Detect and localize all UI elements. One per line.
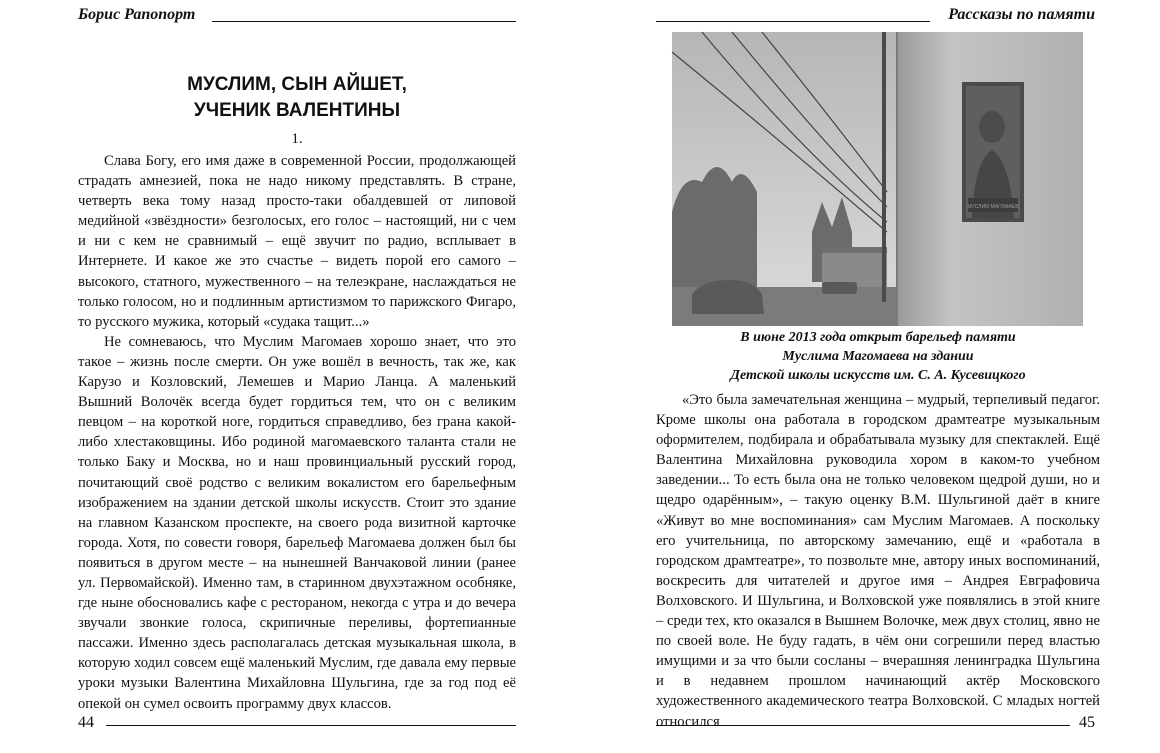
- chapter-title: [78, 72, 516, 124]
- plaque-label: МУСЛИМ МАГОМАЕВ: [967, 204, 1019, 210]
- running-header-author: Борис Рапопорт: [78, 6, 196, 23]
- footer-rule-right: [656, 725, 1070, 726]
- photo-caption-line-1: В июне 2013 года открыт барельеф памяти: [740, 330, 1016, 345]
- photo-caption-line-2: Муслима Магомаева на здании: [782, 349, 974, 364]
- body-paragraph: Не сомневаюсь, что Муслим Магомаев хорошо знает, что это такое – жизнь после смерти. Он уже вошёл в вечность, так же, как Карузо и Козловский, Лемешев и Марио Ланца. А маленький Вышний Волочёк всегда будет гордиться тем, что он с великим певцом – на короткой ноге, гордиться справедливо, без грана какой-либо хлестаковщины. Ибо родиной магомаевского таланта стали не только Баку и Москва, но и наш провинциальный русский город, почитающий своё родство с великим вокалистом его барельефным изображением на здании детской школы искусств. Стоит это здание на главном Казанском проспекте, на своего рода визитной карточке города. Хотя, по совести говоря, барельеф Магомаева должен был бы появиться в другом месте – на нынешней Ванчаковой линии (ранее ул. Первомайской). Именно там, в старинном двухэтажном особняке, где ныне обосновались кафе с рестораном, некогда с утра и до вечера звучали звонкие голоса, скрипичные переливы, фортепианные пассажи. Именно здесь располагалась детская музыкальная школа, в которую ходил совсем ещё маленький Муслим, где давала ему первые уроки музыки Валентина Михайловна Шульгина, где за год под её опекой он сумел освоить программу двух классов.: [78, 333, 516, 712]
- header-rule-right: [656, 21, 930, 22]
- photo-caption-line-3: Детской школы искусств им. С. А. Кусевицкого: [730, 368, 1026, 383]
- photo-caption: [656, 328, 1100, 385]
- page-number-left: 44: [78, 714, 94, 731]
- chapter-title-line-1: МУСЛИМ, СЫН АЙШЕТ,: [187, 74, 407, 95]
- section-number: 1.: [291, 131, 303, 147]
- footer-rule-left: [106, 725, 516, 726]
- header-rule-left: [212, 21, 516, 22]
- right-page: [580, 0, 1160, 753]
- body-paragraph: Слава Богу, его имя даже в современной России, продолжающей страдать амнезией, пока не надо никому представлять. В стране, четверть века тому назад просто-таки обалдевшей от липовой медийной «звёздности» безголосых, его голос – настоящий, ни с чем и ни с кем не сравнимый – ещё звучит по радио, всплывает в Интернете. И какое же это счастье – видеть порой его самого – высокого, статного, мужественного – на телеэкране, наслаждаться не только голосом, но и подлинным артистизмом то парижского Фигаро, то русского мужика, который «судака тащит...»: [78, 153, 516, 330]
- page-number-right: 45: [1079, 714, 1095, 731]
- chapter-title-line-2: УЧЕНИК ВАЛЕНТИНЫ: [193, 100, 401, 121]
- running-header-book: Рассказы по памяти: [948, 6, 1095, 23]
- body-paragraph: «Это была замечательная женщина – мудрый, терпеливый педагог. Кроме школы она работала в городском драмтеатре музыкальным оформителем, подбирала и обрабатывала музыку для спектаклей. Ещё Валентина Михайловна руководила хором в каком-то учебном заведении... То есть была она не только человеком щедрой души, но и щедро одарённым», – такую оценку В.М. Шульгиной даёт в книге «Живут во мне воспоминания» сам Муслим Магомаев. А поскольку его учительница, по авторскому замечанию, ещё и «работала в городском драмтеатре», то позвольте мне, автору иных воспоминаний, воскресить для читателей и другое имя – Андрея Евграфовича Волховского. И Шульгина, и Волховской уже появлялись в этой книге – среди тех, кто оказался в Вышнем Волочке, меж двух столиц, явно не по своей воле. Не буду гадать, в чём они согрешили перед властью имущими и за что были сосланы – вчерашняя ленинградка Шульгина и в недавнем прошлом начинающий актёр Московского художественного академического театра Волховской. С младых ногтей относился: [656, 392, 1100, 730]
- bas-relief-photo: [672, 32, 1083, 326]
- left-body-text: [78, 151, 516, 714]
